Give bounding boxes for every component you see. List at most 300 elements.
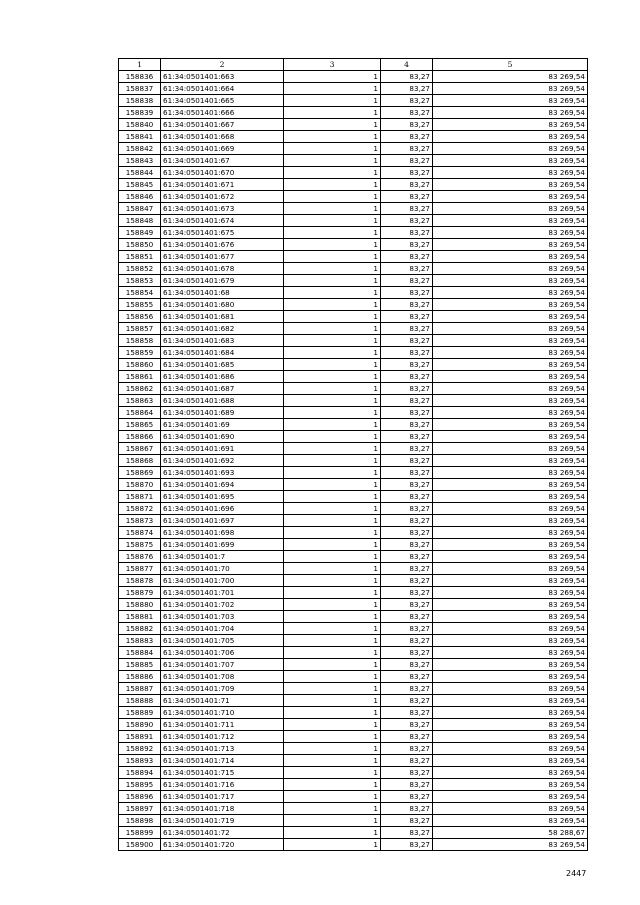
row-number-cell: 158848 <box>119 215 161 227</box>
value-cell: 83 269,54 <box>433 683 588 695</box>
row-number-cell: 158875 <box>119 539 161 551</box>
value-cell: 83 269,54 <box>433 491 588 503</box>
table-row <box>119 767 588 779</box>
row-number-cell: 158882 <box>119 623 161 635</box>
cadastral-number-cell: 61:34:0501401:672 <box>161 191 284 203</box>
cadastral-number-cell: 61:34:0501401:690 <box>161 431 284 443</box>
area-cell: 83,27 <box>381 587 433 599</box>
value-cell: 83 269,54 <box>433 767 588 779</box>
area-cell: 83,27 <box>381 323 433 335</box>
row-number-cell: 158838 <box>119 95 161 107</box>
table-row <box>119 695 588 707</box>
column-header-1: 1 <box>119 59 161 71</box>
cadastral-number-cell: 61:34:0501401:699 <box>161 539 284 551</box>
area-cell: 83,27 <box>381 131 433 143</box>
table-row <box>119 527 588 539</box>
quantity-cell: 1 <box>284 815 381 827</box>
quantity-cell: 1 <box>284 263 381 275</box>
cadastral-number-cell: 61:34:0501401:70 <box>161 563 284 575</box>
quantity-cell: 1 <box>284 491 381 503</box>
quantity-cell: 1 <box>284 359 381 371</box>
value-cell: 83 269,54 <box>433 755 588 767</box>
quantity-cell: 1 <box>284 71 381 83</box>
row-number-cell: 158852 <box>119 263 161 275</box>
table-row <box>119 179 588 191</box>
area-cell: 83,27 <box>381 431 433 443</box>
table-row <box>119 803 588 815</box>
cadastral-number-cell: 61:34:0501401:686 <box>161 371 284 383</box>
table-row <box>119 299 588 311</box>
cadastral-number-cell: 61:34:0501401:685 <box>161 359 284 371</box>
cadastral-number-cell: 61:34:0501401:687 <box>161 383 284 395</box>
area-cell: 83,27 <box>381 827 433 839</box>
row-number-cell: 158854 <box>119 287 161 299</box>
table-row <box>119 287 588 299</box>
value-cell: 83 269,54 <box>433 575 588 587</box>
row-number-cell: 158868 <box>119 455 161 467</box>
cadastral-number-cell: 61:34:0501401:67 <box>161 155 284 167</box>
value-cell: 83 269,54 <box>433 671 588 683</box>
quantity-cell: 1 <box>284 527 381 539</box>
area-cell: 83,27 <box>381 563 433 575</box>
value-cell: 83 269,54 <box>433 263 588 275</box>
area-cell: 83,27 <box>381 623 433 635</box>
cadastral-number-cell: 61:34:0501401:697 <box>161 515 284 527</box>
value-cell: 83 269,54 <box>433 647 588 659</box>
table-row <box>119 371 588 383</box>
quantity-cell: 1 <box>284 539 381 551</box>
value-cell: 83 269,54 <box>433 395 588 407</box>
table-row <box>119 131 588 143</box>
area-cell: 83,27 <box>381 359 433 371</box>
quantity-cell: 1 <box>284 155 381 167</box>
cadastral-number-cell: 61:34:0501401:693 <box>161 467 284 479</box>
value-cell: 83 269,54 <box>433 251 588 263</box>
area-cell: 83,27 <box>381 515 433 527</box>
value-cell: 58 288,67 <box>433 827 588 839</box>
row-number-cell: 158863 <box>119 395 161 407</box>
cadastral-number-cell: 61:34:0501401:665 <box>161 95 284 107</box>
area-cell: 83,27 <box>381 611 433 623</box>
row-number-cell: 158884 <box>119 647 161 659</box>
cadastral-number-cell: 61:34:0501401:678 <box>161 263 284 275</box>
value-cell: 83 269,54 <box>433 155 588 167</box>
row-number-cell: 158883 <box>119 635 161 647</box>
value-cell: 83 269,54 <box>433 311 588 323</box>
table-row <box>119 359 588 371</box>
quantity-cell: 1 <box>284 179 381 191</box>
cadastral-number-cell: 61:34:0501401:716 <box>161 779 284 791</box>
quantity-cell: 1 <box>284 395 381 407</box>
area-cell: 83,27 <box>381 239 433 251</box>
quantity-cell: 1 <box>284 683 381 695</box>
area-cell: 83,27 <box>381 119 433 131</box>
cadastral-number-cell: 61:34:0501401:709 <box>161 683 284 695</box>
row-number-cell: 158886 <box>119 671 161 683</box>
table-row <box>119 311 588 323</box>
table-row <box>119 107 588 119</box>
row-number-cell: 158859 <box>119 347 161 359</box>
row-number-cell: 158853 <box>119 275 161 287</box>
table-row <box>119 779 588 791</box>
quantity-cell: 1 <box>284 443 381 455</box>
quantity-cell: 1 <box>284 503 381 515</box>
area-cell: 83,27 <box>381 767 433 779</box>
row-number-cell: 158895 <box>119 779 161 791</box>
row-number-cell: 158880 <box>119 599 161 611</box>
row-number-cell: 158841 <box>119 131 161 143</box>
value-cell: 83 269,54 <box>433 299 588 311</box>
row-number-cell: 158867 <box>119 443 161 455</box>
table-row <box>119 383 588 395</box>
table-row <box>119 839 588 851</box>
value-cell: 83 269,54 <box>433 551 588 563</box>
cadastral-number-cell: 61:34:0501401:712 <box>161 731 284 743</box>
row-number-cell: 158858 <box>119 335 161 347</box>
cadastral-number-cell: 61:34:0501401:675 <box>161 227 284 239</box>
cadastral-number-cell: 61:34:0501401:692 <box>161 455 284 467</box>
table-row <box>119 827 588 839</box>
value-cell: 83 269,54 <box>433 563 588 575</box>
cadastral-number-cell: 61:34:0501401:703 <box>161 611 284 623</box>
cadastral-number-cell: 61:34:0501401:710 <box>161 707 284 719</box>
table-row <box>119 791 588 803</box>
quantity-cell: 1 <box>284 563 381 575</box>
area-cell: 83,27 <box>381 383 433 395</box>
row-number-cell: 158861 <box>119 371 161 383</box>
value-cell: 83 269,54 <box>433 167 588 179</box>
document-table-container <box>118 58 588 851</box>
quantity-cell: 1 <box>284 479 381 491</box>
table-row <box>119 263 588 275</box>
cadastral-number-cell: 61:34:0501401:689 <box>161 407 284 419</box>
cadastral-number-cell: 61:34:0501401:666 <box>161 107 284 119</box>
quantity-cell: 1 <box>284 227 381 239</box>
cadastral-number-cell: 61:34:0501401:682 <box>161 323 284 335</box>
quantity-cell: 1 <box>284 191 381 203</box>
quantity-cell: 1 <box>284 431 381 443</box>
value-cell: 83 269,54 <box>433 83 588 95</box>
area-cell: 83,27 <box>381 167 433 179</box>
row-number-cell: 158891 <box>119 731 161 743</box>
row-number-cell: 158898 <box>119 815 161 827</box>
value-cell: 83 269,54 <box>433 623 588 635</box>
row-number-cell: 158851 <box>119 251 161 263</box>
quantity-cell: 1 <box>284 455 381 467</box>
table-row <box>119 611 588 623</box>
area-cell: 83,27 <box>381 395 433 407</box>
table-row <box>119 671 588 683</box>
quantity-cell: 1 <box>284 719 381 731</box>
table-row <box>119 203 588 215</box>
area-cell: 83,27 <box>381 683 433 695</box>
value-cell: 83 269,54 <box>433 287 588 299</box>
quantity-cell: 1 <box>284 119 381 131</box>
table-row <box>119 599 588 611</box>
table-row <box>119 191 588 203</box>
table-row <box>119 347 588 359</box>
area-cell: 83,27 <box>381 155 433 167</box>
value-cell: 83 269,54 <box>433 383 588 395</box>
value-cell: 83 269,54 <box>433 227 588 239</box>
row-number-cell: 158892 <box>119 743 161 755</box>
row-number-cell: 158855 <box>119 299 161 311</box>
table-header <box>119 59 588 71</box>
cadastral-number-cell: 61:34:0501401:670 <box>161 167 284 179</box>
table-row <box>119 395 588 407</box>
table-row <box>119 443 588 455</box>
table-row <box>119 323 588 335</box>
value-cell: 83 269,54 <box>433 443 588 455</box>
table-row <box>119 623 588 635</box>
area-cell: 83,27 <box>381 371 433 383</box>
row-number-cell: 158862 <box>119 383 161 395</box>
cadastral-number-cell: 61:34:0501401:695 <box>161 491 284 503</box>
cadastral-number-cell: 61:34:0501401:683 <box>161 335 284 347</box>
cadastral-number-cell: 61:34:0501401:718 <box>161 803 284 815</box>
cadastral-number-cell: 61:34:0501401:664 <box>161 83 284 95</box>
quantity-cell: 1 <box>284 587 381 599</box>
cadastral-number-cell: 61:34:0501401:720 <box>161 839 284 851</box>
cadastral-number-cell: 61:34:0501401:696 <box>161 503 284 515</box>
row-number-cell: 158869 <box>119 467 161 479</box>
quantity-cell: 1 <box>284 623 381 635</box>
cadastral-number-cell: 61:34:0501401:676 <box>161 239 284 251</box>
row-number-cell: 158866 <box>119 431 161 443</box>
area-cell: 83,27 <box>381 659 433 671</box>
row-number-cell: 158874 <box>119 527 161 539</box>
quantity-cell: 1 <box>284 287 381 299</box>
quantity-cell: 1 <box>284 647 381 659</box>
quantity-cell: 1 <box>284 299 381 311</box>
cadastral-number-cell: 61:34:0501401:677 <box>161 251 284 263</box>
row-number-cell: 158864 <box>119 407 161 419</box>
area-cell: 83,27 <box>381 731 433 743</box>
value-cell: 83 269,54 <box>433 467 588 479</box>
row-number-cell: 158837 <box>119 83 161 95</box>
table-row <box>119 539 588 551</box>
data-table <box>118 58 588 851</box>
quantity-cell: 1 <box>284 203 381 215</box>
cadastral-number-cell: 61:34:0501401:700 <box>161 575 284 587</box>
cadastral-number-cell: 61:34:0501401:680 <box>161 299 284 311</box>
quantity-cell: 1 <box>284 575 381 587</box>
row-number-cell: 158850 <box>119 239 161 251</box>
row-number-cell: 158845 <box>119 179 161 191</box>
value-cell: 83 269,54 <box>433 419 588 431</box>
table-row <box>119 119 588 131</box>
cadastral-number-cell: 61:34:0501401:681 <box>161 311 284 323</box>
area-cell: 83,27 <box>381 479 433 491</box>
area-cell: 83,27 <box>381 275 433 287</box>
area-cell: 83,27 <box>381 695 433 707</box>
value-cell: 83 269,54 <box>433 635 588 647</box>
quantity-cell: 1 <box>284 791 381 803</box>
area-cell: 83,27 <box>381 755 433 767</box>
quantity-cell: 1 <box>284 755 381 767</box>
area-cell: 83,27 <box>381 179 433 191</box>
cadastral-number-cell: 61:34:0501401:717 <box>161 791 284 803</box>
column-header-2: 2 <box>161 59 284 71</box>
quantity-cell: 1 <box>284 407 381 419</box>
value-cell: 83 269,54 <box>433 323 588 335</box>
area-cell: 83,27 <box>381 347 433 359</box>
area-cell: 83,27 <box>381 299 433 311</box>
quantity-cell: 1 <box>284 635 381 647</box>
row-number-cell: 158887 <box>119 683 161 695</box>
row-number-cell: 158894 <box>119 767 161 779</box>
value-cell: 83 269,54 <box>433 335 588 347</box>
row-number-cell: 158877 <box>119 563 161 575</box>
header-row <box>119 59 588 71</box>
cadastral-number-cell: 61:34:0501401:684 <box>161 347 284 359</box>
quantity-cell: 1 <box>284 827 381 839</box>
cadastral-number-cell: 61:34:0501401:69 <box>161 419 284 431</box>
area-cell: 83,27 <box>381 815 433 827</box>
table-row <box>119 455 588 467</box>
table-row <box>119 515 588 527</box>
cadastral-number-cell: 61:34:0501401:698 <box>161 527 284 539</box>
area-cell: 83,27 <box>381 407 433 419</box>
table-row <box>119 491 588 503</box>
area-cell: 83,27 <box>381 467 433 479</box>
row-number-cell: 158844 <box>119 167 161 179</box>
cadastral-number-cell: 61:34:0501401:701 <box>161 587 284 599</box>
cadastral-number-cell: 61:34:0501401:669 <box>161 143 284 155</box>
quantity-cell: 1 <box>284 275 381 287</box>
value-cell: 83 269,54 <box>433 347 588 359</box>
column-header-5: 5 <box>433 59 588 71</box>
quantity-cell: 1 <box>284 83 381 95</box>
table-row <box>119 575 588 587</box>
table-row <box>119 431 588 443</box>
table-row <box>119 251 588 263</box>
row-number-cell: 158860 <box>119 359 161 371</box>
row-number-cell: 158890 <box>119 719 161 731</box>
area-cell: 83,27 <box>381 575 433 587</box>
quantity-cell: 1 <box>284 347 381 359</box>
cadastral-number-cell: 61:34:0501401:688 <box>161 395 284 407</box>
area-cell: 83,27 <box>381 455 433 467</box>
quantity-cell: 1 <box>284 239 381 251</box>
value-cell: 83 269,54 <box>433 707 588 719</box>
quantity-cell: 1 <box>284 707 381 719</box>
value-cell: 83 269,54 <box>433 407 588 419</box>
value-cell: 83 269,54 <box>433 815 588 827</box>
cadastral-number-cell: 61:34:0501401:706 <box>161 647 284 659</box>
value-cell: 83 269,54 <box>433 203 588 215</box>
row-number-cell: 158847 <box>119 203 161 215</box>
table-row <box>119 719 588 731</box>
value-cell: 83 269,54 <box>433 587 588 599</box>
table-row <box>119 215 588 227</box>
row-number-cell: 158871 <box>119 491 161 503</box>
area-cell: 83,27 <box>381 335 433 347</box>
area-cell: 83,27 <box>381 287 433 299</box>
page-number: 2447 <box>566 869 587 878</box>
row-number-cell: 158876 <box>119 551 161 563</box>
row-number-cell: 158865 <box>119 419 161 431</box>
table-row <box>119 551 588 563</box>
table-row <box>119 275 588 287</box>
value-cell: 83 269,54 <box>433 599 588 611</box>
value-cell: 83 269,54 <box>433 107 588 119</box>
row-number-cell: 158889 <box>119 707 161 719</box>
value-cell: 83 269,54 <box>433 731 588 743</box>
value-cell: 83 269,54 <box>433 191 588 203</box>
area-cell: 83,27 <box>381 839 433 851</box>
cadastral-number-cell: 61:34:0501401:713 <box>161 743 284 755</box>
table-row <box>119 467 588 479</box>
area-cell: 83,27 <box>381 719 433 731</box>
area-cell: 83,27 <box>381 143 433 155</box>
area-cell: 83,27 <box>381 527 433 539</box>
quantity-cell: 1 <box>284 779 381 791</box>
area-cell: 83,27 <box>381 71 433 83</box>
area-cell: 83,27 <box>381 263 433 275</box>
quantity-cell: 1 <box>284 743 381 755</box>
table-row <box>119 83 588 95</box>
quantity-cell: 1 <box>284 767 381 779</box>
area-cell: 83,27 <box>381 419 433 431</box>
value-cell: 83 269,54 <box>433 527 588 539</box>
area-cell: 83,27 <box>381 311 433 323</box>
quantity-cell: 1 <box>284 839 381 851</box>
value-cell: 83 269,54 <box>433 779 588 791</box>
area-cell: 83,27 <box>381 443 433 455</box>
table-row <box>119 143 588 155</box>
cadastral-number-cell: 61:34:0501401:704 <box>161 623 284 635</box>
cadastral-number-cell: 61:34:0501401:71 <box>161 695 284 707</box>
cadastral-number-cell: 61:34:0501401:719 <box>161 815 284 827</box>
table-row <box>119 815 588 827</box>
row-number-cell: 158840 <box>119 119 161 131</box>
table-row <box>119 155 588 167</box>
cadastral-number-cell: 61:34:0501401:68 <box>161 287 284 299</box>
quantity-cell: 1 <box>284 671 381 683</box>
row-number-cell: 158856 <box>119 311 161 323</box>
table-row <box>119 743 588 755</box>
row-number-cell: 158872 <box>119 503 161 515</box>
column-header-4: 4 <box>381 59 433 71</box>
cadastral-number-cell: 61:34:0501401:673 <box>161 203 284 215</box>
area-cell: 83,27 <box>381 539 433 551</box>
row-number-cell: 158842 <box>119 143 161 155</box>
value-cell: 83 269,54 <box>433 659 588 671</box>
value-cell: 83 269,54 <box>433 119 588 131</box>
quantity-cell: 1 <box>284 311 381 323</box>
cadastral-number-cell: 61:34:0501401:663 <box>161 71 284 83</box>
table-row <box>119 95 588 107</box>
quantity-cell: 1 <box>284 695 381 707</box>
cadastral-number-cell: 61:34:0501401:715 <box>161 767 284 779</box>
area-cell: 83,27 <box>381 779 433 791</box>
row-number-cell: 158857 <box>119 323 161 335</box>
cadastral-number-cell: 61:34:0501401:702 <box>161 599 284 611</box>
area-cell: 83,27 <box>381 599 433 611</box>
table-row <box>119 167 588 179</box>
table-row <box>119 503 588 515</box>
area-cell: 83,27 <box>381 215 433 227</box>
cadastral-number-cell: 61:34:0501401:707 <box>161 659 284 671</box>
area-cell: 83,27 <box>381 95 433 107</box>
area-cell: 83,27 <box>381 107 433 119</box>
table-row <box>119 479 588 491</box>
cadastral-number-cell: 61:34:0501401:7 <box>161 551 284 563</box>
value-cell: 83 269,54 <box>433 143 588 155</box>
value-cell: 83 269,54 <box>433 215 588 227</box>
cadastral-number-cell: 61:34:0501401:691 <box>161 443 284 455</box>
